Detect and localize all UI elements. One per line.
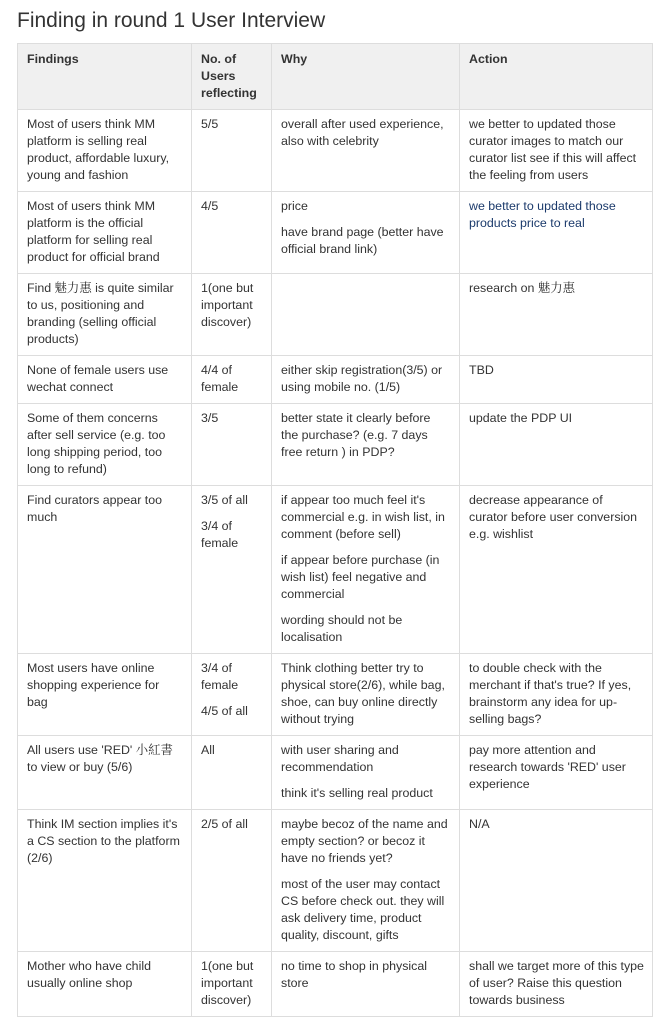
- users-cell: [192, 486, 272, 654]
- users-text: 3/5: [201, 411, 219, 425]
- table-row: [18, 110, 653, 192]
- action-text: update the PDP UI: [469, 411, 573, 425]
- why-text: wording should not be localisation: [281, 613, 403, 644]
- why-text: maybe becoz of the name and empty section? or becoz it have no friends yet?: [281, 817, 448, 865]
- finding-cell: Some of them concerns after sell service (e.g. too long shipping period, too long to refund): [18, 404, 192, 486]
- header-why: Why: [272, 44, 460, 110]
- why-cell: [272, 952, 460, 1017]
- why-cell: [272, 810, 460, 952]
- header-findings: Findings: [18, 44, 192, 110]
- action-cell: [460, 356, 653, 404]
- action-text: we better to updated those products price to real: [469, 199, 616, 230]
- action-cell: [460, 486, 653, 654]
- action-text: N/A: [469, 817, 490, 831]
- table-row: [18, 486, 653, 654]
- finding-cell: Think IM section implies it's a CS section to the platform (2/6): [18, 810, 192, 952]
- action-cell: [460, 274, 653, 356]
- why-text: no time to shop in physical store: [281, 959, 428, 990]
- users-cell: [192, 952, 272, 1017]
- table-body: [18, 110, 653, 1017]
- finding-cell: None of female users use wechat connect: [18, 356, 192, 404]
- why-cell: [272, 486, 460, 654]
- header-action: Action: [460, 44, 653, 110]
- users-cell: [192, 274, 272, 356]
- why-text: have brand page (better have official brand link): [281, 225, 444, 256]
- table-row: [18, 654, 653, 736]
- findings-table: [17, 43, 653, 1017]
- table-row: [18, 192, 653, 274]
- users-text: 3/4 of female: [201, 661, 239, 692]
- users-text: 4/5: [201, 199, 219, 213]
- why-cell: [272, 192, 460, 274]
- why-text: if appear too much feel it's commercial e.g. in wish list, in comment (before sell): [281, 493, 445, 541]
- finding-cell: Find 魅力惠 is quite similar to us, positioning and branding (selling official products): [18, 274, 192, 356]
- users-text: 3/4 of female: [201, 519, 239, 550]
- finding-cell: Most of users think MM platform is selling real product, affordable luxury, young and fashion: [18, 110, 192, 192]
- users-text: 4/4 of female: [201, 363, 239, 394]
- finding-cell: All users use 'RED' 小紅書 to view or buy (5/6): [18, 736, 192, 810]
- table-row: [18, 274, 653, 356]
- why-text: if appear before purchase (in wish list) feel negative and commercial: [281, 553, 440, 601]
- why-cell: [272, 654, 460, 736]
- table-row: [18, 404, 653, 486]
- why-text: price: [281, 199, 308, 213]
- action-text: we better to updated those curator images to match our curator list see if this will affect the feeling from users: [469, 117, 637, 182]
- users-cell: [192, 404, 272, 486]
- table-row: [18, 356, 653, 404]
- why-cell: [272, 404, 460, 486]
- users-cell: [192, 654, 272, 736]
- table-row: [18, 952, 653, 1017]
- why-text: think it's selling real product: [281, 786, 433, 800]
- action-text: shall we target more of this type of user? Raise this question towards business: [469, 959, 644, 1007]
- header-users-reflecting: No. of Users reflecting: [192, 44, 272, 110]
- why-text: Think clothing better try to physical store(2/6), while bag, shoe, can buy online directly without trying: [281, 661, 445, 726]
- users-text: 4/5 of all: [201, 704, 248, 718]
- finding-cell: Most of users think MM platform is the official platform for selling real product for official brand: [18, 192, 192, 274]
- why-cell: [272, 110, 460, 192]
- action-text: pay more attention and research towards 'RED' user experience: [469, 743, 626, 791]
- action-cell: [460, 192, 653, 274]
- page-title: Finding in round 1 User Interview: [17, 9, 326, 32]
- users-text: 1(one but important discover): [201, 959, 254, 1007]
- action-cell: [460, 810, 653, 952]
- users-cell: [192, 110, 272, 192]
- users-cell: [192, 736, 272, 810]
- action-text: research on 魅力惠: [469, 281, 576, 295]
- action-cell: [460, 736, 653, 810]
- users-cell: [192, 810, 272, 952]
- why-text: better state it clearly before the purchase? (e.g. 7 days free return ) in PDP?: [281, 411, 431, 459]
- why-cell: [272, 356, 460, 404]
- why-text: overall after used experience, also with celebrity: [281, 117, 444, 148]
- finding-cell: Most users have online shopping experience for bag: [18, 654, 192, 736]
- action-text: TBD: [469, 363, 494, 377]
- finding-cell: Mother who have child usually online shop: [18, 952, 192, 1017]
- why-text: most of the user may contact CS before check out. they will ask delivery time, product quality, discount, gifts: [281, 877, 445, 942]
- action-text: decrease appearance of curator before user conversion e.g. wishlist: [469, 493, 638, 541]
- action-text: to double check with the merchant if that's true? If yes, brainstorm any idea for up-selling bags?: [469, 661, 632, 726]
- action-cell: [460, 404, 653, 486]
- action-cell: [460, 654, 653, 736]
- users-text: 3/5 of all: [201, 493, 248, 507]
- users-text: All: [201, 743, 215, 757]
- users-text: 2/5 of all: [201, 817, 248, 831]
- users-cell: [192, 192, 272, 274]
- users-cell: [192, 356, 272, 404]
- table-row: [18, 736, 653, 810]
- why-cell: [272, 274, 460, 356]
- table-row: [18, 810, 653, 952]
- why-cell: [272, 736, 460, 810]
- action-cell: [460, 952, 653, 1017]
- why-text: either skip registration(3/5) or using mobile no. (1/5): [281, 363, 443, 394]
- users-text: 1(one but important discover): [201, 281, 254, 329]
- finding-cell: Find curators appear too much: [18, 486, 192, 654]
- why-text: with user sharing and recommendation: [281, 743, 399, 774]
- table-header-row: [18, 44, 653, 110]
- action-cell: [460, 110, 653, 192]
- users-text: 5/5: [201, 117, 219, 131]
